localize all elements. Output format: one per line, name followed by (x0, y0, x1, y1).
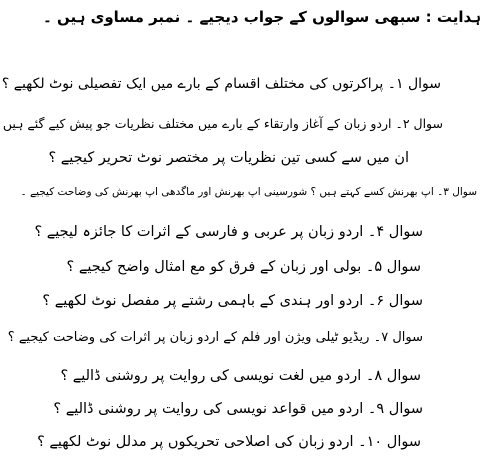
question-9: سوال ۹۔ اردو میں قواعد نویسی کی روایت پر روشنی ڈالیے ؟ (53, 401, 423, 417)
question-7: سوال ۷۔ ریڈیو ٹیلی ویژن اور فلم کے اردو زبان پر اثرات کی وضاحت کیجیے ؟ (7, 330, 423, 345)
question-2-line-2: ان میں سے کسی تین نظریات پر مختصر نوٹ تحریر کیجیے ؟ (48, 150, 409, 166)
question-6: سوال ۶۔ اردو اور ہندی کے باہمی رشتے پر مفصل نوٹ لکھیے ؟ (42, 293, 423, 309)
question-8: سوال ۸۔ اردو میں لغت نویسی کی روایت پر روشنی ڈالیے ؟ (60, 368, 421, 384)
question-3: سوال ۳۔ اپ بھرنش کسے کہتے ہیں ؟ شورسینی اپ بھرنش اور ماگدھی اپ بھرنش کی وضاحت کیجیے ۔ (20, 186, 477, 198)
question-5: سوال ۵۔ بولی اور زبان کے فرق کو مع امثال واضح کیجیے ؟ (66, 259, 421, 275)
question-1: سوال ۱۔ پراکرتوں کی مختلف اقسام کے بارے میں ایک تفصیلی نوٹ لکھیے ؟ (1, 76, 441, 92)
instruction-heading: ہدایت : سبھی سوالوں کے جواب دیجیے ۔ نمبر مساوی ہیں ۔ (42, 8, 481, 26)
question-4: سوال ۴۔ اردو زبان پر عربی و فارسی کے اثرات کا جائزہ لیجیے ؟ (34, 224, 423, 240)
question-2: سوال ۲۔ اردو زبان کے آغاز وارتقاء کے بارے میں مختلف نظریات جو پیش کیے گئے ہیں (2, 116, 443, 131)
question-10: سوال ۱۰۔ اردو زبان کی اصلاحی تحریکوں پر مدلل نوٹ لکھیے ؟ (37, 434, 421, 450)
